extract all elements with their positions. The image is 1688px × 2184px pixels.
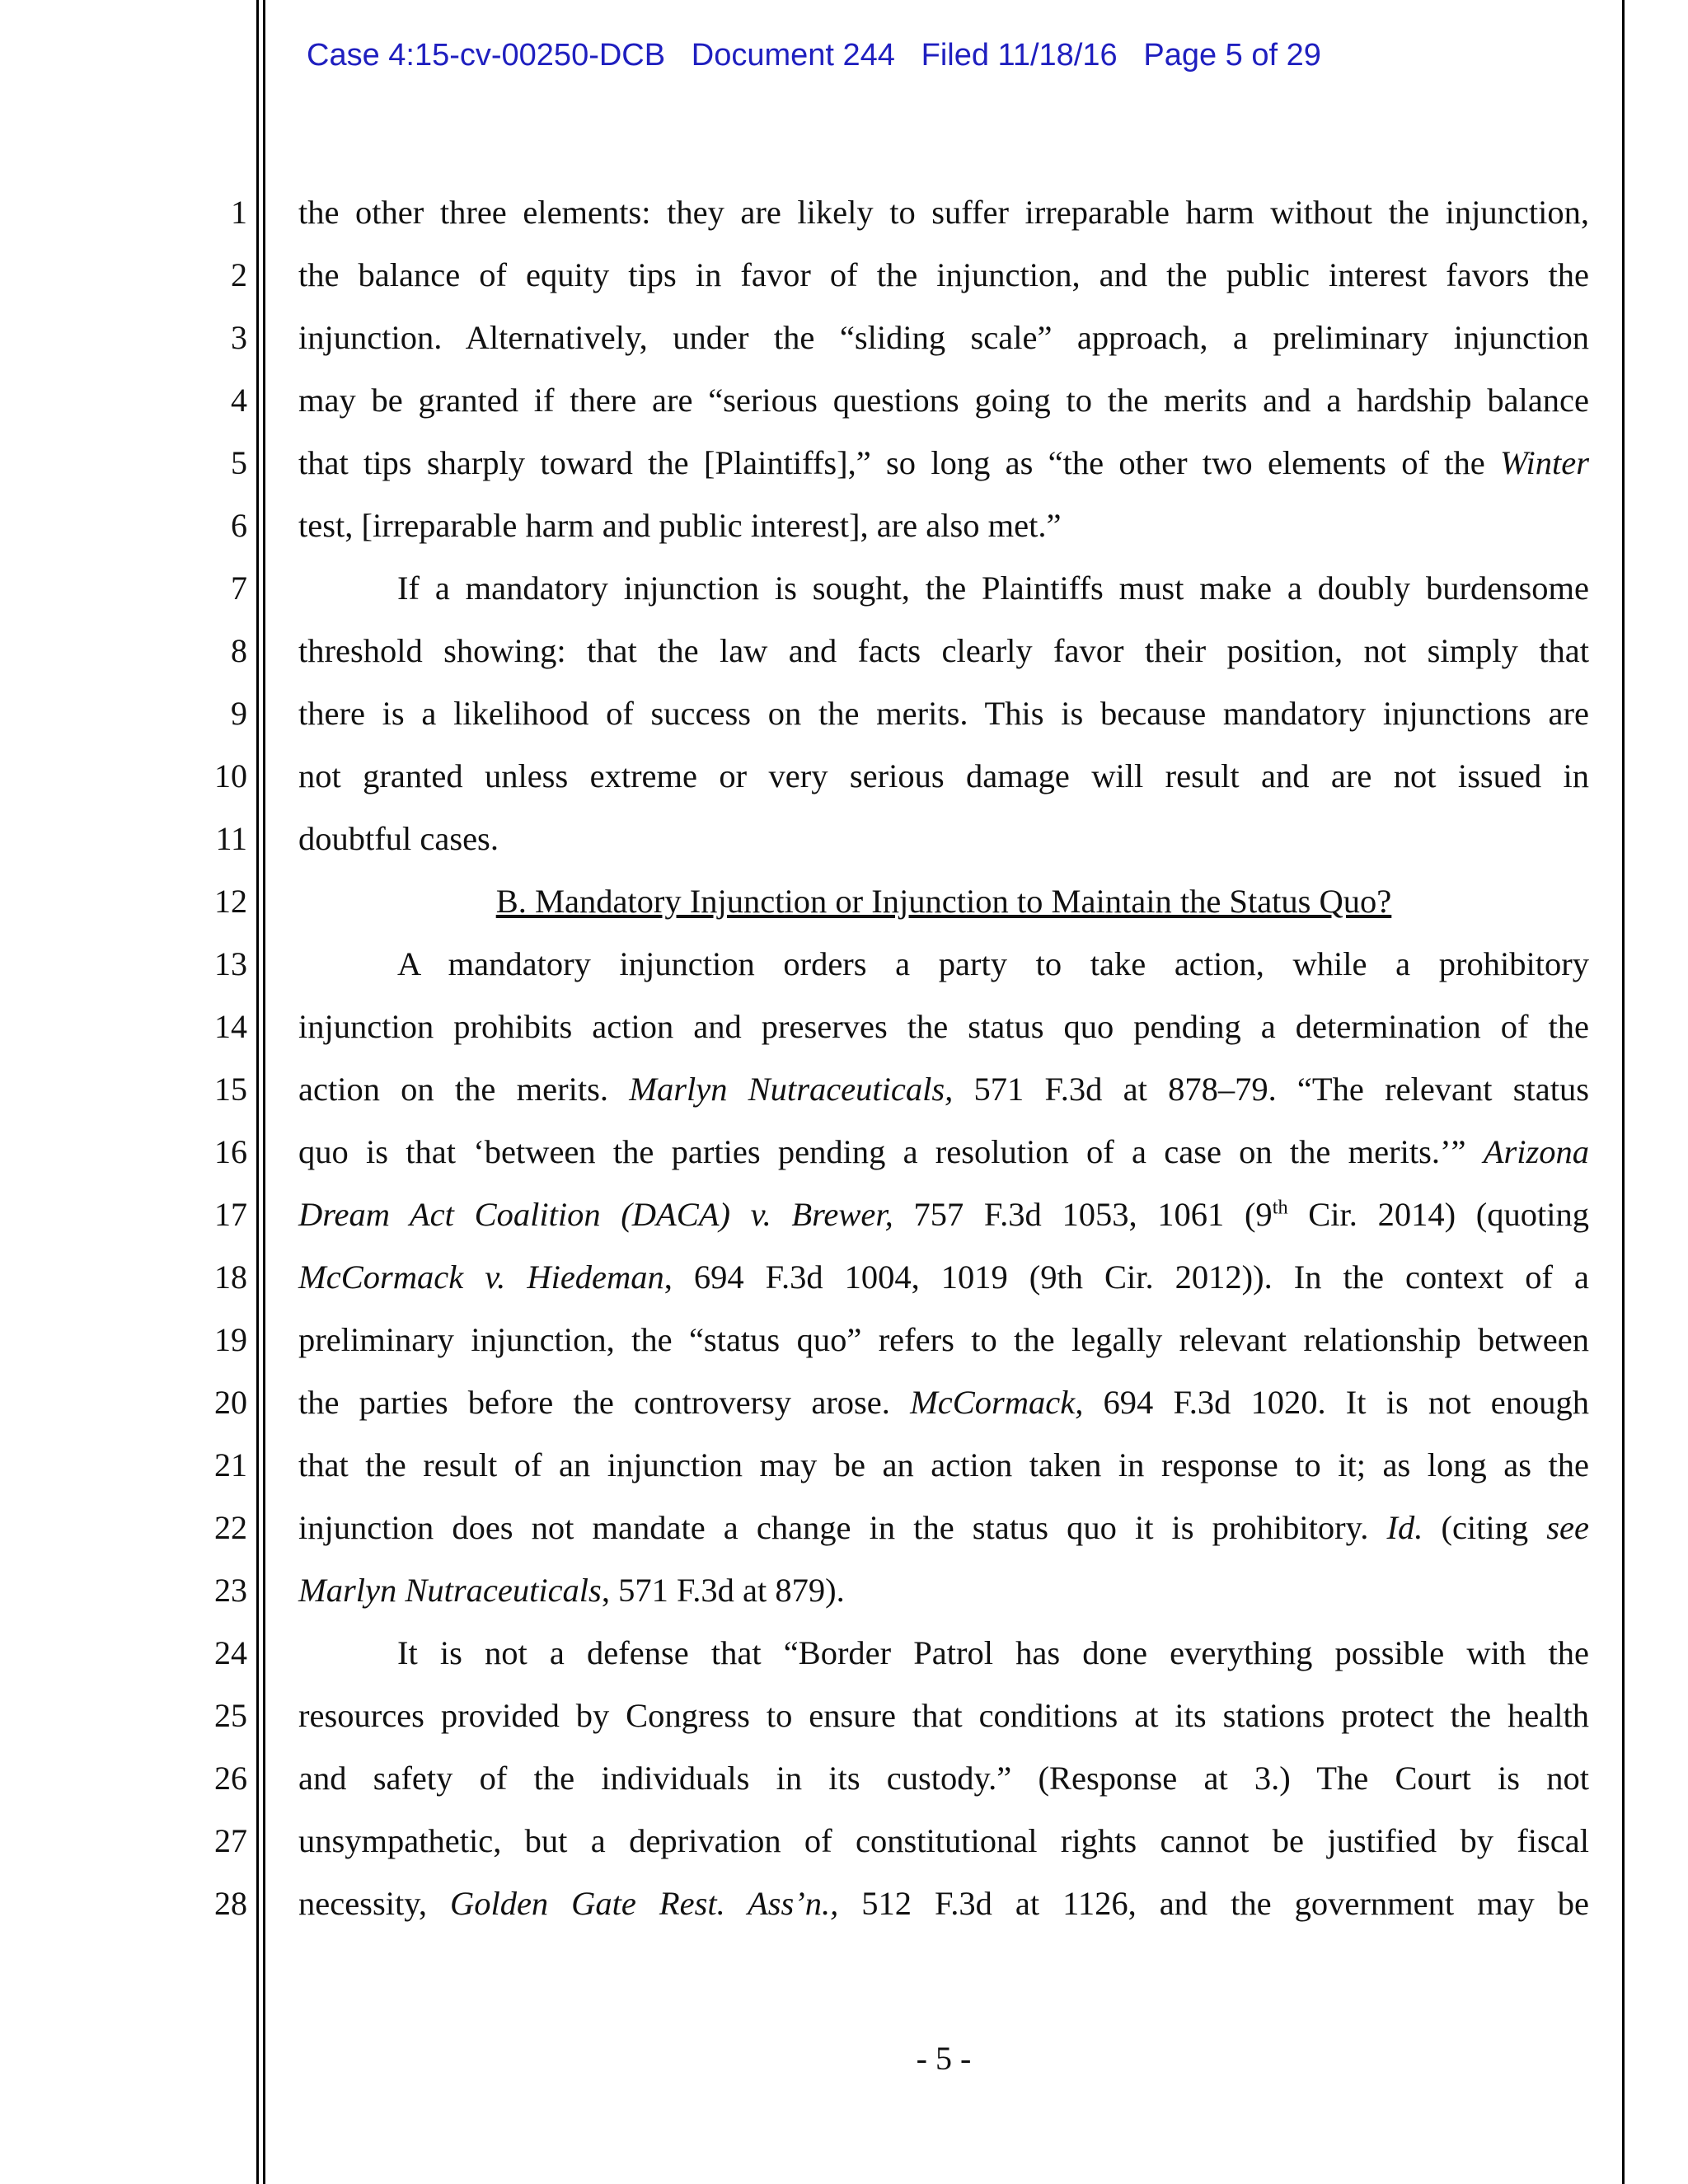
text-line [298, 1066, 1589, 1113]
line-number: 14 [214, 1008, 247, 1045]
text-run: Cir. 2014) (quoting [1287, 1196, 1589, 1233]
text-line [298, 941, 1589, 987]
text-run: the balance of equity tips in favor of the injunction, and the public interest favors the [298, 256, 1589, 293]
text-run: not granted unless extreme or very serious damage will result and are not issued in [298, 757, 1589, 794]
citation-italic: Dream Act Coalition (DACA) v. Brewer, [298, 1196, 893, 1233]
line-number: 15 [214, 1071, 247, 1108]
line-number: 4 [231, 382, 247, 419]
citation-italic: Marlyn Nutraceuticals, [629, 1071, 954, 1108]
text-run: may be granted if there are “serious questions going to the merits and a hardship balance [298, 382, 1589, 419]
text-run: injunction. Alternatively, under the “sliding scale” approach, a preliminary injunction [298, 319, 1589, 356]
line-number: 10 [214, 757, 247, 794]
document-number: Document 244 [691, 38, 895, 73]
line-number: 1 [231, 194, 247, 231]
text-line [298, 1442, 1589, 1488]
text-run: threshold showing: that the law and facts clearly favor their position, not simply that [298, 632, 1589, 669]
line-number: 23 [214, 1572, 247, 1609]
line-number: 16 [214, 1133, 247, 1170]
citation-italic: McCormack, [910, 1384, 1084, 1421]
line-number: 24 [214, 1634, 247, 1671]
line-number: 7 [231, 569, 247, 607]
text-line [298, 1129, 1589, 1175]
citation-italic: Marlyn Nutraceuticals [298, 1572, 602, 1609]
text-run: injunction prohibits action and preserves the status quo pending a determination of the [298, 1008, 1589, 1045]
page-indicator: Page 5 of 29 [1143, 38, 1321, 73]
filed-date: Filed 11/18/16 [921, 38, 1118, 73]
line-number: 20 [214, 1384, 247, 1421]
text-line [298, 1380, 1589, 1426]
text-run: B. Mandatory Injunction or Injunction to Maintain the Status Quo? [495, 883, 1392, 920]
text-run: quo is that ‘between the parties pending a resolution of a case on the merits.’” [298, 1133, 1484, 1170]
text-run: test, [irreparable harm and public interest], are also met.” [298, 507, 1062, 544]
citation-italic: Arizona [1483, 1133, 1589, 1170]
text-line [298, 1004, 1589, 1050]
text-run: (citing [1423, 1509, 1547, 1546]
text-line [298, 1317, 1589, 1363]
text-run: that the result of an injunction may be an action taken in response to it; as long as the [298, 1446, 1589, 1483]
line-number: 9 [231, 695, 247, 732]
text-run: and safety of the individuals in its custody.” (Response at 3.) The Court is not [298, 1760, 1589, 1797]
text-run: injunction does not mandate a change in the status quo it is prohibitory. [298, 1509, 1387, 1546]
line-number: 18 [214, 1258, 247, 1296]
text-line [298, 1630, 1589, 1676]
line-number: 6 [231, 507, 247, 544]
citation-italic: McCormack v. Hiedeman [298, 1258, 664, 1296]
text-line [298, 252, 1589, 298]
text-line [298, 1505, 1589, 1551]
text-line [298, 1881, 1589, 1927]
text-line [298, 440, 1589, 486]
superscript: th [1272, 1196, 1288, 1219]
line-number: 8 [231, 632, 247, 669]
text-line [298, 190, 1589, 236]
page-number-footer: - 5 - [916, 2040, 972, 2077]
text-line [298, 753, 1589, 799]
line-number: 5 [231, 444, 247, 481]
text-line [298, 1755, 1589, 1802]
text-run: , 571 F.3d at 879). [601, 1572, 845, 1609]
text-line [298, 628, 1589, 674]
text-run: that tips sharply toward the [Plaintiffs],” so long as “the other two elements of the [298, 444, 1500, 481]
citation-italic: Winter [1500, 444, 1589, 481]
line-number: 12 [214, 883, 247, 920]
line-number: 27 [214, 1822, 247, 1859]
text-line [298, 691, 1589, 737]
text-run: 571 F.3d at 878–79. “The relevant status [953, 1071, 1590, 1108]
line-number: 13 [214, 945, 247, 982]
text-line [298, 1818, 1589, 1864]
text-line [298, 315, 1589, 361]
text-run: 694 F.3d 1020. It is not enough [1083, 1384, 1589, 1421]
text-line [298, 1568, 1589, 1614]
line-number: 22 [214, 1509, 247, 1546]
case-number: Case 4:15-cv-00250-DCB [307, 38, 666, 73]
text-run: there is a likelihood of success on the merits. This is because mandatory injunctions are [298, 695, 1589, 732]
text-run: If a mandatory injunction is sought, the Plaintiffs must make a doubly burdensome [397, 569, 1589, 607]
line-number: 17 [214, 1196, 247, 1233]
line-number: 26 [214, 1760, 247, 1797]
text-run: the other three elements: they are likely to suffer irreparable harm without the injunction, [298, 194, 1589, 231]
line-number: 21 [214, 1446, 247, 1483]
text-line [298, 816, 1589, 862]
left-margin-rule-inner [263, 0, 265, 2184]
text-run: , 694 F.3d 1004, 1019 (9th Cir. 2012)). In the context of a [663, 1258, 1589, 1296]
text-run: 512 F.3d at 1126, and the government may be [838, 1885, 1590, 1922]
line-number: 11 [215, 820, 247, 857]
ecf-header-stamp [307, 38, 1461, 81]
right-margin-rule [1622, 0, 1625, 2184]
text-line [298, 1254, 1589, 1301]
section-heading [298, 879, 1589, 925]
text-run: doubtful cases. [298, 820, 499, 857]
citation-italic: see [1546, 1509, 1589, 1546]
line-number: 25 [214, 1697, 247, 1734]
text-run: 757 F.3d 1053, 1061 (9 [893, 1196, 1273, 1233]
text-run: preliminary injunction, the “status quo” refers to the legally relevant relationship between [298, 1321, 1589, 1358]
text-line [298, 1693, 1589, 1739]
text-run: the parties before the controversy arose. [298, 1384, 911, 1421]
text-line [298, 503, 1589, 549]
left-margin-rule-outer [256, 0, 259, 2184]
text-line [298, 377, 1589, 424]
line-number: 19 [214, 1321, 247, 1358]
text-run: It is not a defense that “Border Patrol has done everything possible with the [397, 1634, 1589, 1671]
text-line [298, 1192, 1589, 1238]
text-run: resources provided by Congress to ensure that conditions at its stations protect the health [298, 1697, 1589, 1734]
text-run: action on the merits. [298, 1071, 630, 1108]
line-number: 28 [214, 1885, 247, 1922]
citation-italic: Id. [1386, 1509, 1423, 1546]
text-run: unsympathetic, but a deprivation of constitutional rights cannot be justified by fiscal [298, 1822, 1589, 1859]
citation-italic: Golden Gate Rest. Ass’n., [449, 1885, 839, 1922]
line-number: 2 [231, 256, 247, 293]
text-line [298, 565, 1589, 612]
line-number: 3 [231, 319, 247, 356]
text-run: necessity, [298, 1885, 450, 1922]
text-run: A mandatory injunction orders a party to take action, while a prohibitory [397, 945, 1589, 982]
